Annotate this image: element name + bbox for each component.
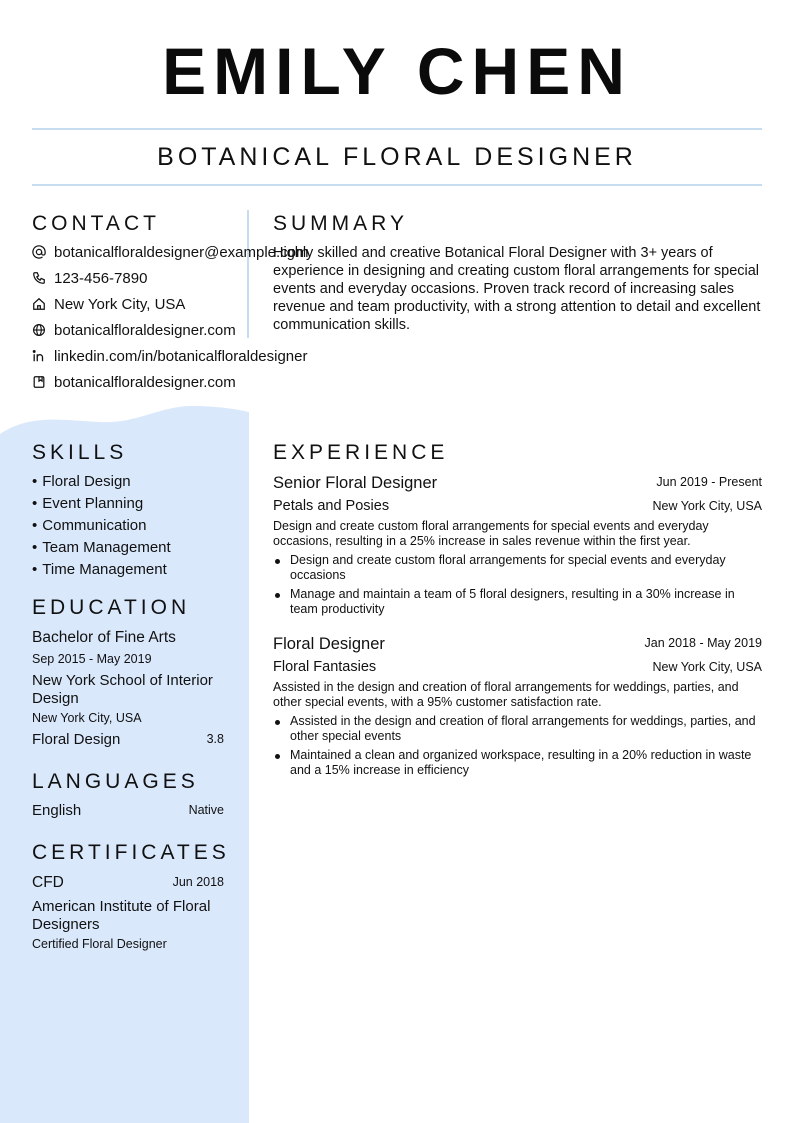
job-bullet-list (273, 714, 763, 782)
contact-location-text: New York City, USA (54, 295, 186, 313)
contact-website[interactable] (32, 320, 236, 340)
contact-heading: CONTACT (32, 212, 160, 235)
job-bullet-list (273, 553, 763, 621)
contact-portfolio-text: botanicalfloraldesigner.com (54, 373, 236, 391)
job-bullet: Manage and maintain a team of 5 floral designers, resulting in a 30% increase in team productivity (273, 587, 763, 617)
skill-item: • Time Management (32, 561, 167, 578)
job-role-title: BOTANICAL FLORAL DESIGNER (157, 143, 637, 171)
linkedin-icon (32, 349, 46, 363)
job-dates: Jun 2019 - Present (656, 475, 762, 489)
contact-email-text: botanicalfloraldesigner@example.com (54, 243, 309, 261)
skill-item: • Floral Design (32, 473, 131, 490)
job-bullet: Design and create custom floral arrangements for special events and everyday occasions (273, 553, 763, 583)
header-rule-bottom (32, 184, 762, 186)
summary-text: Highly skilled and creative Botanical Floral Designer with 3+ years of experience in designing and creating custom floral arrangements for special events and everyday occasions. Proven track record of increasing sales revenue and team productivity, with a strong attention to detail and excellent communication skills. (273, 245, 761, 333)
column-divider (247, 210, 249, 338)
education-school: New York School of Interior Design (32, 672, 213, 707)
contact-linkedin-text: linkedin.com/in/botanicalfloraldesigner (54, 347, 308, 365)
education-gpa: 3.8 (206, 732, 224, 746)
job-title: Senior Floral Designer (273, 474, 438, 492)
skill-item: • Team Management (32, 539, 171, 556)
education-location: New York City, USA (32, 711, 142, 725)
contact-phone-text: 123-456-7890 (54, 269, 148, 287)
job-dates: Jan 2018 - May 2019 (644, 636, 762, 650)
certificate-name: CFD (32, 874, 64, 891)
education-heading: EDUCATION (32, 596, 191, 619)
contact-email[interactable] (32, 242, 309, 262)
job-title: Floral Designer (273, 635, 385, 653)
job-company: Petals and Posies (273, 498, 390, 514)
education-field: Floral Design (32, 731, 121, 748)
skill-item: • Event Planning (32, 495, 143, 512)
summary-heading: SUMMARY (273, 212, 408, 235)
job-bullet: Assisted in the design and creation of floral arrangements for weddings, parties, and other special events (273, 714, 763, 744)
globe-icon (32, 323, 46, 337)
job-bullet: Maintained a clean and organized workspace, resulting in a 20% reduction in waste and a 15% increase in efficiency (273, 748, 763, 778)
job-description: Design and create custom floral arrangements for special events and everyday occasions, resulting in a 25% increase in sales revenue within the first year. (273, 519, 709, 548)
job-location: New York City, USA (652, 660, 762, 674)
certificate-date: Jun 2018 (172, 875, 224, 889)
language-name: English (32, 802, 82, 819)
contact-location (32, 294, 185, 314)
skills-heading: SKILLS (32, 441, 128, 464)
bookmark-icon (32, 375, 46, 389)
contact-portfolio[interactable] (32, 372, 236, 392)
contact-phone[interactable] (32, 268, 147, 288)
job-description: Assisted in the design and creation of floral arrangements for weddings, parties, and other special events, with a 95% customer satisfaction rate. (273, 680, 739, 709)
contact-linkedin[interactable] (32, 346, 307, 366)
job-location: New York City, USA (652, 499, 762, 513)
certificate-issuer: American Institute of Floral Designers (32, 898, 211, 933)
languages-heading: LANGUAGES (32, 770, 199, 793)
contact-website-text: botanicalfloraldesigner.com (54, 321, 236, 339)
home-icon (32, 297, 46, 311)
skill-item: • Communication (32, 517, 146, 534)
header-rule-top (32, 128, 762, 130)
certificates-heading: CERTIFICATES (32, 841, 230, 864)
candidate-name: EMILY CHEN (162, 34, 632, 108)
job-company: Floral Fantasies (273, 659, 377, 675)
experience-heading: EXPERIENCE (273, 441, 449, 464)
language-level: Native (188, 803, 224, 817)
at-icon (32, 245, 46, 259)
certificate-title: Certified Floral Designer (32, 937, 167, 951)
education-dates: Sep 2015 - May 2019 (32, 652, 152, 666)
education-degree: Bachelor of Fine Arts (32, 629, 176, 646)
phone-icon (32, 271, 46, 285)
